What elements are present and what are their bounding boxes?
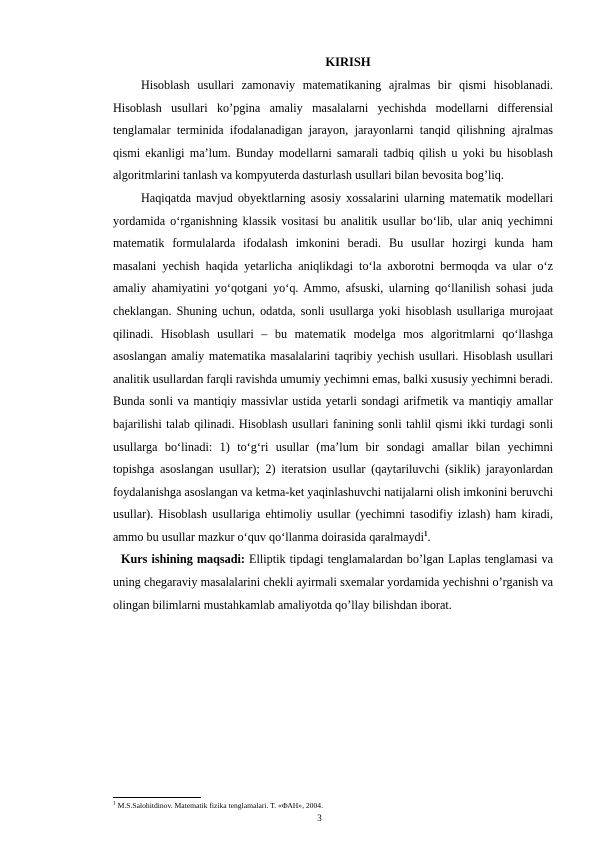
goal-text: Elliptik tipdagi tenglamalardan bo’lgan Laplas tenglamasi va uning chegaraviy masalalarini chekli ayirmali sxemalar yordamida yechishni o’rganish va olingan bilimlarni mustahkamlab amaliyotda qo’llay bilishdan iborat. xyxy=(113,552,553,612)
intro-paragraph-2 xyxy=(113,187,553,549)
section-heading: KIRISH xyxy=(325,55,371,69)
footnote-divider xyxy=(113,797,201,798)
course-goal-paragraph xyxy=(113,548,553,616)
period: . xyxy=(427,529,431,544)
paragraph-text: Hisoblash usullari zamonaviy matematikaning ajralmas bir qismi hisoblanadi. Hisoblash usullari ko’pgina amaliy masalalarni yechishda modellarni differensial tenglamalar terminida ifodalanadigan jarayon, jarayonlarni tanqid qilishning ajralmas qismi ekanligi ma’lum. Bunday modellarni samarali tadbiq qilish u yoki bu hisoblash algoritmlarini tanlash va kompyuterda dasturlash usullari bilan bevosita bog’liq. xyxy=(113,78,553,183)
document-body xyxy=(113,54,553,616)
footnote-text: M.S.Salohitdinov. Matematik fizika tenglamalari. T. «ФАН», 2004. xyxy=(115,801,323,810)
footnote-marker: 1 xyxy=(113,800,116,807)
goal-label: Kurs ishining maqsadi: xyxy=(121,552,245,567)
page-number: 3 xyxy=(317,813,322,823)
footnote-reference[interactable]: 1 xyxy=(424,529,428,538)
intro-paragraph-1 xyxy=(113,74,553,187)
footnote xyxy=(113,801,553,811)
paragraph-text: Haqiqatda mavjud obyektlarning asosiy xossalarini ularning matematik modellari yordamida o‘rganishning klassik vositasi bu analitik usullar bo‘lib, ular aniq yechimni matematik formulalarda ifodalash imkonini beradi. Bu usullar hozirgi kunda ham masalani yechish haqida yetarlicha aniqlikdagi to‘la axborotni bermoqda va ular o‘z amaliy ahamiyatini yo‘qotgani yo‘q. Ammo, afsuski, ularning qo‘llanilish sohasi juda cheklangan. Shuning uchun, odatda, sonli usullarga yoki hisoblash usullariga murojaat qilinadi. Hisoblash usullari – bu matematik modelga mos algoritmlarni qo‘llashga asoslangan amaliy matematika masalalarini taqribiy yechish usullari. Hisoblash usullari analitik usullardan farqli ravishda umumiy yechimni emas, balki xususiy yechimni beradi. Bunda sonli va mantiqiy massivlar ustida yetarli sondagi arifmetik va mantiqiy amallar bajarilishi talab qilinadi. Hisoblash usullari fanining sonli tahlil qismi ikki turdagi sonli usullarga bo‘linadi: 1) to‘g‘ri usullar (ma’lum bir sondagi amallar bilan yechimni topishga asoslangan usullar); 2) iteratsion usullar (qaytariluvchi (siklik) jarayonlardan foydalanishga asoslangan va ketma-ket yaqinlashuvchi natijalarni olish imkonini beruvchi usullar). Hisoblash usullariga ehtimoliy usullar (yechimni tasodifiy izlash) ham kiradi, ammo bu usullar mazkur o‘quv qo‘llanma doirasida qaralmaydi xyxy=(113,190,553,544)
